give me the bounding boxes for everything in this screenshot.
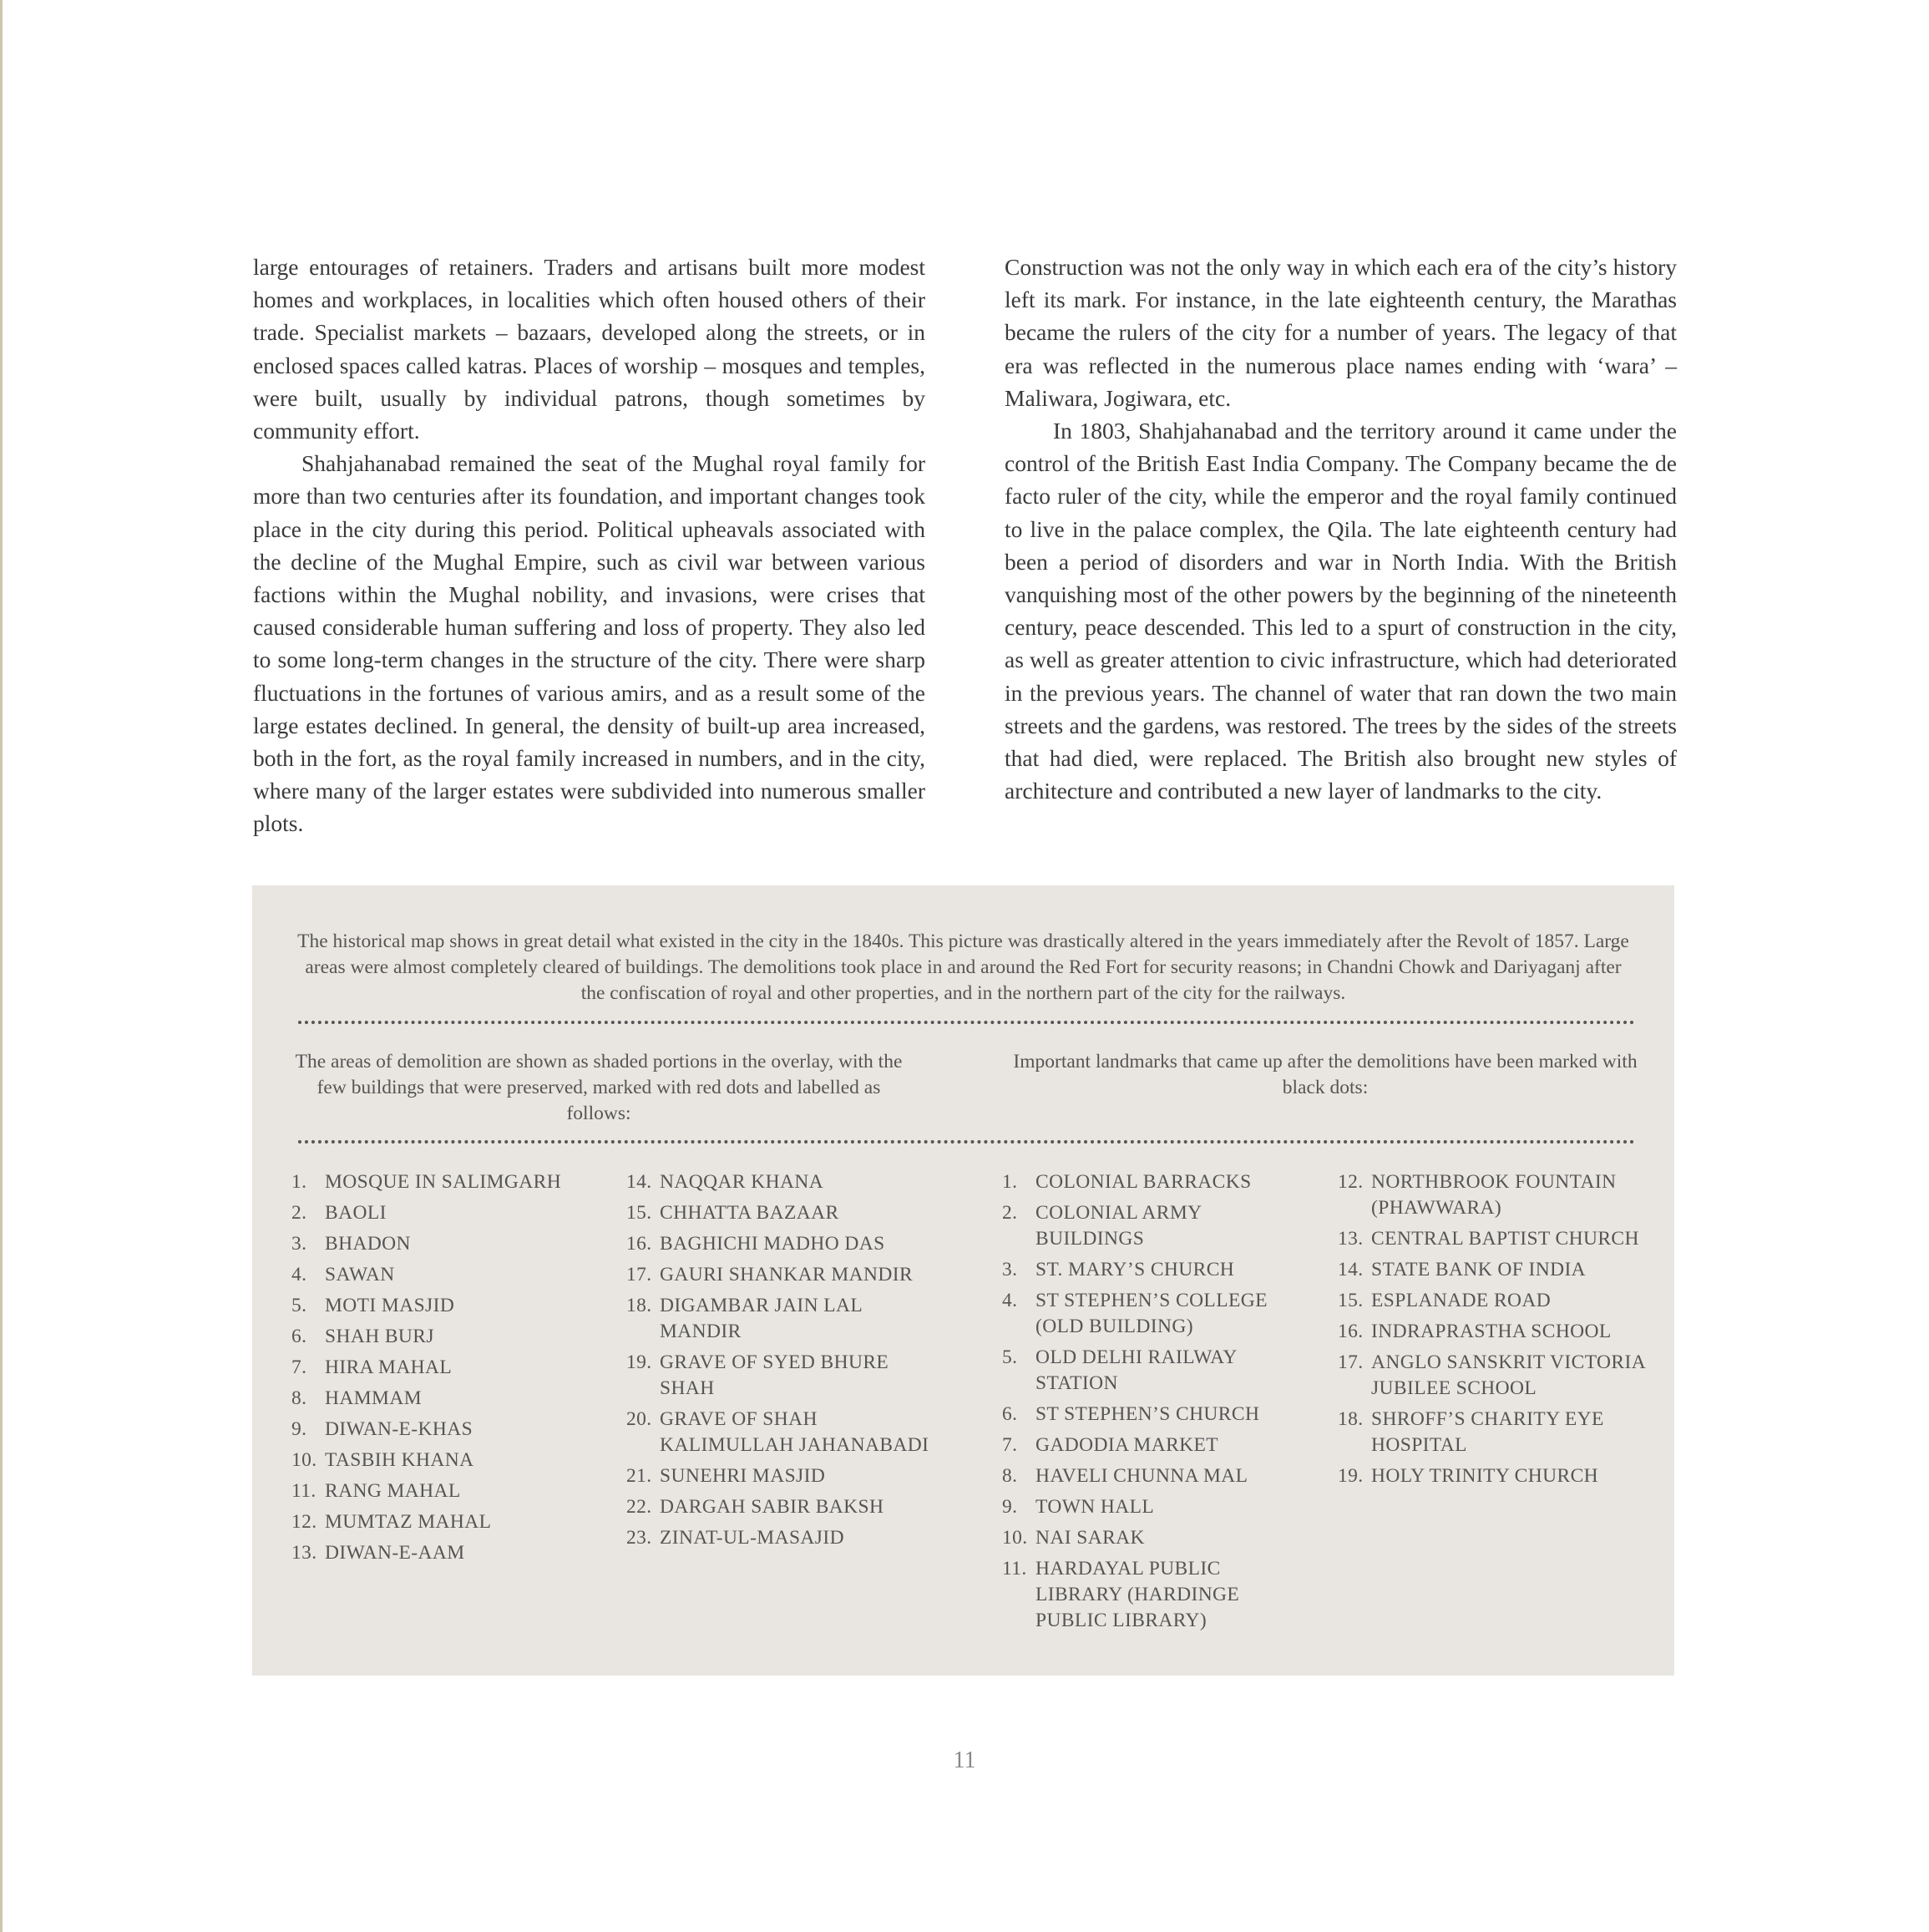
list-item-number: 17. <box>1338 1351 1364 1373</box>
list-item-number: 3. <box>1002 1259 1018 1280</box>
list-item-number: 16. <box>1338 1321 1364 1342</box>
list-item-number: 19. <box>626 1351 652 1373</box>
list-item-label: BAGHICHI MADHO DAS <box>660 1233 885 1255</box>
list-item-number: 10. <box>291 1449 317 1471</box>
list-item <box>1002 1463 1294 1489</box>
list-item-label: TOWN HALL <box>1035 1496 1155 1518</box>
list-item <box>1338 1257 1647 1283</box>
list-item-number: 18. <box>1338 1408 1364 1430</box>
list-item <box>291 1417 584 1443</box>
list-item-label: NAQQAR KHANA <box>660 1171 824 1193</box>
list-item <box>626 1350 935 1402</box>
list-item-label: COLONIAL BARRACKS <box>1035 1171 1252 1193</box>
list-item-number: 4. <box>1002 1290 1018 1311</box>
list-item-number: 22. <box>626 1496 652 1518</box>
left-text-column <box>253 251 925 840</box>
list-item <box>626 1169 935 1195</box>
list-item-number: 12. <box>1338 1171 1364 1193</box>
list-item-number: 4. <box>291 1264 307 1285</box>
list-item <box>291 1231 584 1257</box>
list-item <box>1002 1556 1294 1634</box>
list-item-label: GAURI SHANKAR MANDIR <box>660 1264 914 1285</box>
list-item <box>291 1169 584 1195</box>
list-item-number: 14. <box>626 1171 652 1193</box>
list-item-label: DIWAN-E-KHAS <box>325 1418 473 1440</box>
demolition-heading: The areas of demolition are shown as shaded portions in the overlay, with the few buildings that were preserved, marked with red dots and labelled as follows: <box>295 1051 903 1124</box>
list-item-number: 15. <box>626 1202 652 1224</box>
list-item-label: HAVELI CHUNNA MAL <box>1035 1465 1248 1487</box>
list-item-label: ESPLANADE ROAD <box>1371 1290 1552 1311</box>
list-item <box>626 1200 935 1226</box>
list-item-number: 14. <box>1338 1259 1364 1280</box>
list-item <box>626 1494 935 1520</box>
list-item <box>626 1463 935 1489</box>
list-item-number: 12. <box>291 1511 317 1533</box>
list-item-number: 13. <box>291 1542 317 1564</box>
list-item <box>1002 1257 1294 1283</box>
list-item <box>291 1478 584 1504</box>
list-item-label: GRAVE OF SHAH KALIMULLAH JAHANABADI <box>660 1408 929 1456</box>
list-item-number: 1. <box>291 1171 307 1193</box>
list-item <box>291 1262 584 1288</box>
list-item-label: DARGAH SABIR BAKSH <box>660 1496 884 1518</box>
list-item <box>1002 1345 1294 1397</box>
list-item <box>291 1200 584 1226</box>
list-item-number: 16. <box>626 1233 652 1255</box>
list-item-number: 13. <box>1338 1228 1364 1250</box>
preserved-buildings-list-2 <box>626 1169 935 1556</box>
list-item <box>1338 1169 1647 1221</box>
list-item-number: 6. <box>1002 1403 1018 1425</box>
legend-intro: The historical map shows in great detail what existed in the city in the 1840s. This picture was drastically altered in the years immediately after the Revolt of 1857. Large areas were almost completely cleared of buildings. The demolitions took place in and around the Red Fort for security reasons; in Chandni Chowk and Dariyaganj after the confiscation of royal and other properties, and in the northern part of the city for the railways. <box>297 931 1629 1004</box>
list-item <box>626 1525 935 1551</box>
list-item-label: SHAH BURJ <box>325 1326 434 1347</box>
list-item <box>291 1293 584 1319</box>
list-item-label: MUMTAZ MAHAL <box>325 1511 492 1533</box>
list-item-label: GRAVE OF SYED BHURE SHAH <box>660 1351 889 1399</box>
list-item-number: 3. <box>291 1233 307 1255</box>
landmarks-heading: Important landmarks that came up after the demolitions have been marked with black dots: <box>1013 1051 1638 1098</box>
list-item <box>626 1231 935 1257</box>
list-item-label: INDRAPRASTHA SCHOOL <box>1371 1321 1612 1342</box>
list-item <box>1338 1350 1647 1402</box>
list-item-label: HAMMAM <box>325 1387 422 1409</box>
list-item-number: 6. <box>291 1326 307 1347</box>
list-item-number: 20. <box>626 1408 652 1430</box>
left-paragraph-1: large entourages of retainers. Traders and artisans built more modest homes and workplaces, in localities which often housed others of their trade. Specialist markets – bazaars, developed along the streets, or in enclosed spaces called katras. Places of worship – mosques and temples, were built, usually by individual patrons, though sometimes by community effort. <box>253 254 925 444</box>
list-item <box>291 1448 584 1473</box>
list-item <box>291 1355 584 1381</box>
list-item-number: 23. <box>626 1527 652 1549</box>
list-item-label: SHROFF’S CHARITY EYE HOSPITAL <box>1371 1408 1604 1456</box>
landmarks-list-2 <box>1338 1169 1647 1494</box>
list-item-label: HOLY TRINITY CHURCH <box>1371 1465 1599 1487</box>
list-item-number: 15. <box>1338 1290 1364 1311</box>
list-item-label: DIWAN-E-AAM <box>325 1542 465 1564</box>
list-item-number: 9. <box>1002 1496 1018 1518</box>
list-item-label: SAWAN <box>325 1264 395 1285</box>
dotted-divider-top <box>298 1021 1635 1024</box>
list-item-label: CENTRAL BAPTIST CHURCH <box>1371 1228 1639 1250</box>
right-paragraph-2: In 1803, Shahjahanabad and the territory around it came under the control of the British East India Company. The Company became the de facto ruler of the city, while the emperor and the royal family continued to live in the palace complex, the Qila. The late eighteenth century had been a period of disorders and war in North India. With the British vanquishing most of the other powers by the beginning of the nineteenth century, peace descended. This led to a spurt of construction in the city, as well as greater attention to civic infrastructure, which had deteriorated in the previous years. The channel of water that ran down the two main streets and the gardens, was restored. The trees by the sides of the streets that had died, were replaced. The British also brought new styles of architecture and contributed a new layer of landmarks to the city. <box>1005 418 1677 804</box>
list-item-label: STATE BANK OF INDIA <box>1371 1259 1587 1280</box>
list-item <box>1338 1463 1647 1489</box>
list-item-label: ANGLO SANSKRIT VICTORIA JUBILEE SCHOOL <box>1371 1351 1645 1399</box>
list-item-label: TASBIH KHANA <box>325 1449 474 1471</box>
list-item-number: 5. <box>1002 1346 1018 1368</box>
list-item <box>1338 1407 1647 1458</box>
list-item-label: RANG MAHAL <box>325 1480 461 1502</box>
list-item-number: 1. <box>1002 1171 1018 1193</box>
list-item <box>1002 1169 1294 1195</box>
list-item-label: ZINAT-UL-MASAJID <box>660 1527 844 1549</box>
landmarks-list-1 <box>1002 1169 1294 1639</box>
list-item-label: NAI SARAK <box>1035 1527 1145 1549</box>
list-item-number: 8. <box>1002 1465 1018 1487</box>
list-item-label: HARDAYAL PUBLIC LIBRARY (HARDINGE PUBLIC LIBRARY) <box>1035 1558 1240 1631</box>
list-item-label: CHHATTA BAZAAR <box>660 1202 839 1224</box>
list-item <box>1002 1494 1294 1520</box>
page-number: 11 <box>953 1747 976 1773</box>
list-item-label: SUNEHRI MASJID <box>660 1465 826 1487</box>
right-paragraph-1: Construction was not the only way in which each era of the city’s history left its mark. For instance, in the late eighteenth century, the Marathas became the rulers of the city for a number of years. The legacy of that era was reflected in the numerous place names ending with ‘wara’ – Maliwara, Jogiwara, etc. <box>1005 254 1677 411</box>
dotted-divider-bottom <box>298 1140 1635 1143</box>
list-item-number: 7. <box>291 1356 307 1378</box>
list-item <box>1002 1200 1294 1252</box>
list-item <box>291 1324 584 1350</box>
list-item-label: MOTI MASJID <box>325 1295 455 1316</box>
list-item-label: NORTHBROOK FOUNTAIN (PHAWWARA) <box>1371 1171 1617 1219</box>
list-item-label: HIRA MAHAL <box>325 1356 453 1378</box>
list-item-number: 18. <box>626 1295 652 1316</box>
list-item-number: 21. <box>626 1465 652 1487</box>
list-item <box>291 1540 584 1566</box>
list-item-number: 2. <box>1002 1202 1018 1224</box>
list-item <box>1338 1288 1647 1314</box>
list-item-label: BHADON <box>325 1233 411 1255</box>
list-item <box>626 1262 935 1288</box>
list-item <box>626 1407 935 1458</box>
list-item <box>1002 1433 1294 1458</box>
list-item-number: 11. <box>1002 1558 1027 1580</box>
list-item-label: OLD DELHI RAILWAY STATION <box>1035 1346 1237 1394</box>
map-legend-box <box>252 885 1674 1676</box>
list-item-label: ST. MARY’S CHURCH <box>1035 1259 1235 1280</box>
list-item-label: ST STEPHEN’S CHURCH <box>1035 1403 1260 1425</box>
list-item <box>291 1386 584 1412</box>
list-item <box>1002 1525 1294 1551</box>
list-item-number: 11. <box>291 1480 316 1502</box>
left-paragraph-2: Shahjahanabad remained the seat of the Mughal royal family for more than two centuries after its foundation, and important changes took place in the city during this period. Political upheavals associated with the decline of the Mughal Empire, such as civil war between various factions within the Mughal nobility, and invasions, were crises that caused considerable human suffering and loss of property. They also led to some long-term changes in the structure of the city. There were sharp fluctuations in the fortunes of various amirs, and as a result some of the large estates declined. In general, the density of built-up area increased, both in the fort, as the royal family increased in numbers, and in the city, where many of the larger estates were subdivided into numerous smaller plots. <box>253 450 925 837</box>
list-item-label: ST STEPHEN’S COLLEGE (OLD BUILDING) <box>1035 1290 1268 1337</box>
right-text-column <box>1005 251 1677 807</box>
list-item <box>626 1293 935 1345</box>
page-edge-rule <box>0 0 3 1932</box>
list-item-label: BAOLI <box>325 1202 387 1224</box>
list-item-number: 10. <box>1002 1527 1028 1549</box>
list-item-label: COLONIAL ARMY BUILDINGS <box>1035 1202 1202 1250</box>
list-item-label: GADODIA MARKET <box>1035 1434 1219 1456</box>
list-item <box>1338 1319 1647 1345</box>
list-item-label: MOSQUE IN SALIMGARH <box>325 1171 562 1193</box>
list-item <box>1002 1402 1294 1427</box>
list-item-number: 8. <box>291 1387 307 1409</box>
list-item <box>1002 1288 1294 1340</box>
list-item-number: 9. <box>291 1418 307 1440</box>
list-item-number: 17. <box>626 1264 652 1285</box>
list-item-number: 7. <box>1002 1434 1018 1456</box>
list-item-number: 5. <box>291 1295 307 1316</box>
list-item-label: DIGAMBAR JAIN LAL MANDIR <box>660 1295 863 1342</box>
preserved-buildings-list-1 <box>291 1169 584 1571</box>
list-item <box>291 1509 584 1535</box>
list-item <box>1338 1226 1647 1252</box>
list-item-number: 2. <box>291 1202 307 1224</box>
list-item-number: 19. <box>1338 1465 1364 1487</box>
